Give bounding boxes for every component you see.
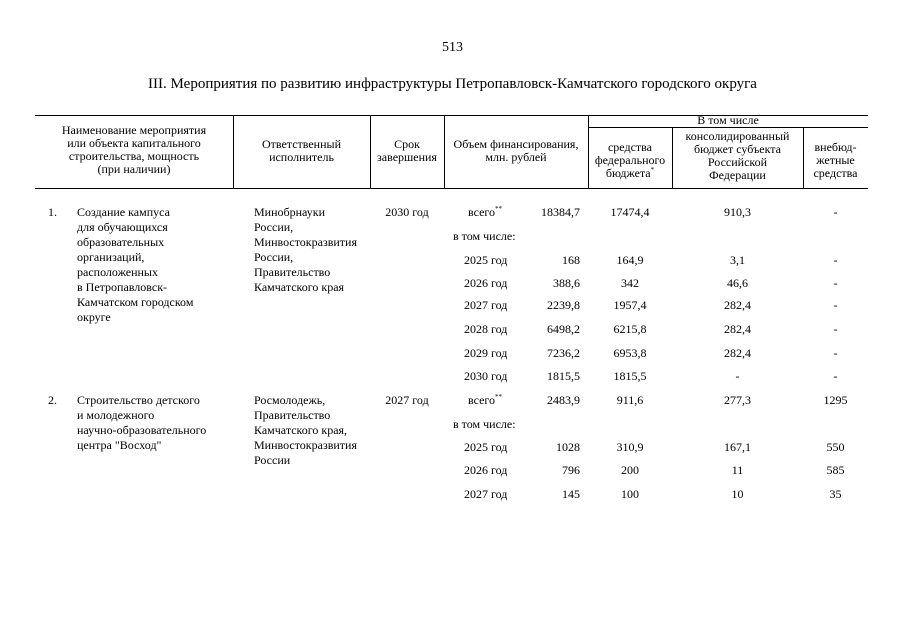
total-volume: 2483,9 <box>547 393 580 407</box>
header-term: Срок завершения <box>377 137 437 164</box>
header-extra: внебюд- жетные средства <box>813 140 858 180</box>
total-federal: 17474,4 <box>610 205 650 219</box>
row-term: 2030 год <box>385 205 429 219</box>
header-name: Наименование мероприятия или объекта капитального строительства, мощность (при наличии) <box>61 123 207 176</box>
header-federal: средства федерального бюджета* <box>594 140 666 180</box>
row-term: 2027 год <box>385 393 429 407</box>
document-page: 513 III. Мероприятия по развитию инфраструктуры Петропавловск-Камчатского городского округа Наименование мероприятия или объекта капитального строительства, мощность (при наличии) Ответственный исполнитель Срок завершения Объем финансирования, млн. рублей В том числе средства федерального бюджета* консолидированный бюджет субъекта Российской Федерации внебюд- жетные средства 1. Создание кампуса для обучающихся образовательных организаций, расположенных в Петропавловск- Камчатском городском округе Минобрнауки России, Минвостокразвития России, Правительство Камчатского края 2030 год всего** 18384,7 17474,4 910,3 - в том числе: 2025 год 168 164,9 3,1 - 2026 год 388,6 342 46,6 - 2027 год 2239,8 1957,4 282,4 - 2028 год 6498,2 6215,8 282,4 - 2029 год 7236,2 6953,8 282,4 - 2030 год 1815,5 1815,5 - - 2. Строительство детского и молодежного научно-образовательного центра "Восход" Росмолодежь, Правительство Камчатского края, Минвостокразвития России 2027 год всего** 2483,9 911,6 277,3 1295 в том числе: 2025 год 1028 310,9 167,1 550 2026 год 796 200 11 585 2027 год 145 100 10 35 <box>0 0 905 640</box>
total-regional: 277,3 <box>724 393 751 407</box>
including-label: в том числе: <box>453 229 516 243</box>
header-executor: Ответственный исполнитель <box>261 137 342 164</box>
header-including: В том числе <box>697 113 759 127</box>
header-bottom-rule <box>35 188 868 189</box>
total-extra: 1295 <box>823 393 848 407</box>
including-rule <box>588 127 868 128</box>
header-volume: Объем финансирования, млн. рублей <box>453 137 579 164</box>
row-number: 2. <box>48 393 57 407</box>
total-label: всего** <box>468 393 503 407</box>
total-volume: 18384,7 <box>541 205 580 219</box>
row-name: Строительство детского и молодежного научно-образовательного центра "Восход" <box>77 393 207 452</box>
total-regional: 910,3 <box>724 205 751 219</box>
including-label: в том числе: <box>453 417 516 431</box>
page-number: 513 <box>442 40 463 55</box>
row-executor: Росмолодежь, Правительство Камчатского края, Минвостокразвития России <box>254 393 357 467</box>
row-name: Создание кампуса для обучающихся образовательных организаций, расположенных в Петропавловск- Камчатском городском округе <box>77 205 194 324</box>
total-extra: - <box>833 205 838 219</box>
total-label: всего** <box>468 205 503 219</box>
header-regional: консолидированный бюджет субъекта Российской Федерации <box>685 129 790 182</box>
row-number: 1. <box>48 205 57 219</box>
total-federal: 911,6 <box>616 393 644 407</box>
row-executor: Минобрнауки России, Минвостокразвития России, Правительство Камчатского края <box>254 205 357 294</box>
section-title: III. Мероприятия по развитию инфраструктуры Петропавловск-Камчатского городского округа <box>148 76 757 92</box>
